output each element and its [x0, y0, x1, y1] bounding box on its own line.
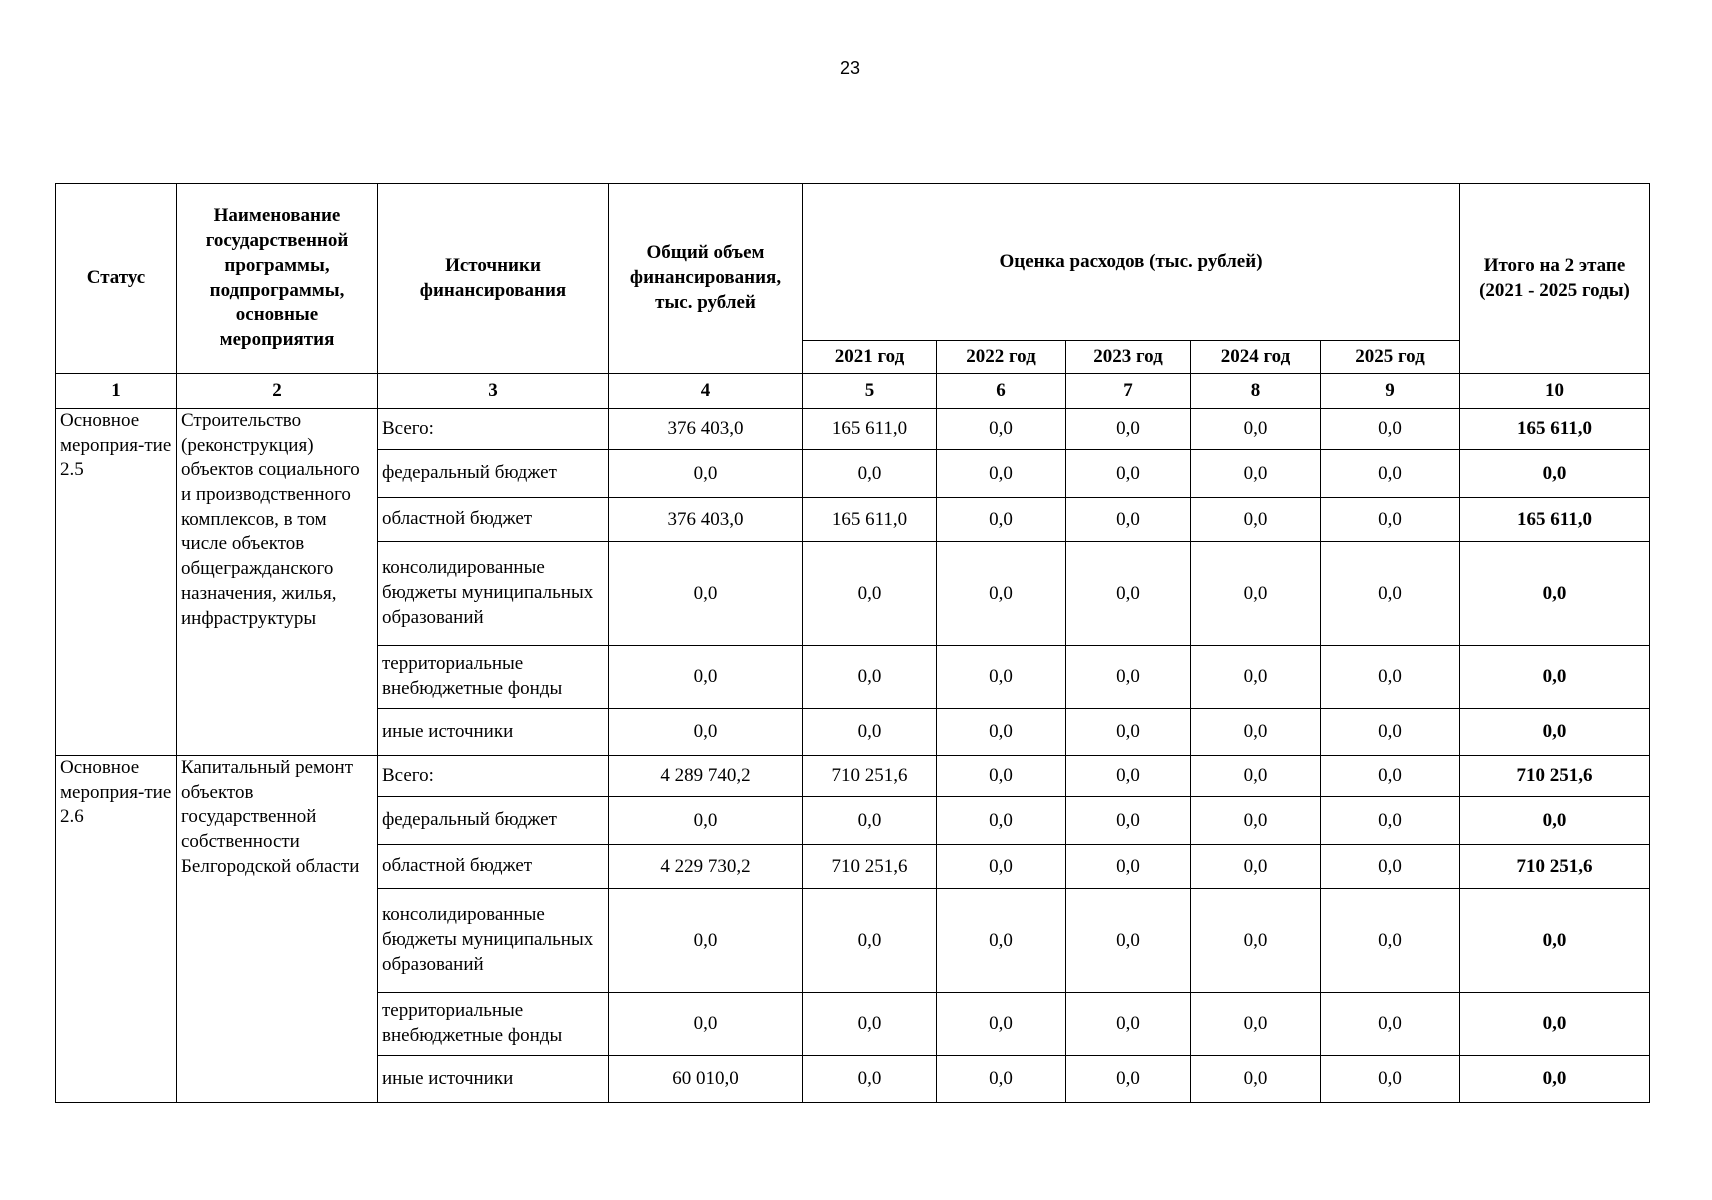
year-value-cell: 0,0	[1191, 450, 1321, 498]
stage-total-cell: 165 611,0	[1460, 498, 1650, 542]
funding-source-cell: Всего:	[378, 409, 609, 450]
column-number: 7	[1066, 374, 1191, 409]
column-number: 5	[803, 374, 937, 409]
year-value-cell: 0,0	[1191, 542, 1321, 646]
stage-total-cell: 710 251,6	[1460, 756, 1650, 797]
total-volume-cell: 0,0	[609, 889, 803, 993]
year-value-cell: 0,0	[937, 889, 1066, 993]
column-number: 1	[56, 374, 177, 409]
year-value-cell: 0,0	[937, 1056, 1066, 1103]
year-value-cell: 0,0	[1066, 889, 1191, 993]
stage-total-cell: 0,0	[1460, 542, 1650, 646]
year-value-cell: 0,0	[1191, 409, 1321, 450]
budget-table	[55, 183, 1650, 1103]
status-cell: Основное мероприя-тие 2.6	[56, 756, 177, 1103]
year-value-cell: 165 611,0	[803, 409, 937, 450]
total-volume-cell: 0,0	[609, 450, 803, 498]
year-value-cell: 0,0	[1191, 1056, 1321, 1103]
funding-source-cell: иные источники	[378, 1056, 609, 1103]
year-value-cell: 0,0	[1321, 709, 1460, 756]
year-value-cell: 0,0	[1066, 498, 1191, 542]
year-value-cell: 0,0	[803, 450, 937, 498]
total-volume-cell: 60 010,0	[609, 1056, 803, 1103]
column-number: 4	[609, 374, 803, 409]
year-value-cell: 0,0	[803, 993, 937, 1056]
year-value-cell: 0,0	[937, 845, 1066, 889]
status-cell: Основное мероприя-тие 2.5	[56, 409, 177, 756]
column-number: 8	[1191, 374, 1321, 409]
funding-source-cell: Всего:	[378, 756, 609, 797]
stage-total-cell: 710 251,6	[1460, 845, 1650, 889]
header-year: 2023 год	[1066, 341, 1191, 374]
header-status: Статус	[56, 184, 177, 374]
funding-source-cell: областной бюджет	[378, 498, 609, 542]
year-value-cell: 0,0	[1321, 993, 1460, 1056]
year-value-cell: 165 611,0	[803, 498, 937, 542]
header-year: 2024 год	[1191, 341, 1321, 374]
stage-total-cell: 0,0	[1460, 993, 1650, 1056]
total-volume-cell: 0,0	[609, 993, 803, 1056]
year-value-cell: 0,0	[1321, 646, 1460, 709]
year-value-cell: 0,0	[1066, 542, 1191, 646]
total-volume-cell: 4 289 740,2	[609, 756, 803, 797]
year-value-cell: 0,0	[1191, 498, 1321, 542]
stage-total-cell: 0,0	[1460, 1056, 1650, 1103]
year-value-cell: 0,0	[1321, 1056, 1460, 1103]
year-value-cell: 0,0	[803, 709, 937, 756]
year-value-cell: 0,0	[1066, 646, 1191, 709]
year-value-cell: 0,0	[937, 756, 1066, 797]
year-value-cell: 0,0	[1321, 797, 1460, 845]
program-name-cell: Капитальный ремонт объектов государственной собственности Белгородской области	[177, 756, 378, 1103]
total-volume-cell: 4 229 730,2	[609, 845, 803, 889]
column-number: 6	[937, 374, 1066, 409]
total-volume-cell: 376 403,0	[609, 409, 803, 450]
year-value-cell: 0,0	[1191, 889, 1321, 993]
year-value-cell: 0,0	[1066, 450, 1191, 498]
year-value-cell: 0,0	[1066, 409, 1191, 450]
year-value-cell: 0,0	[1191, 797, 1321, 845]
year-value-cell: 0,0	[1066, 709, 1191, 756]
year-value-cell: 0,0	[803, 646, 937, 709]
header-stage-total: Итого на 2 этапе (2021 - 2025 годы)	[1460, 184, 1650, 374]
year-value-cell: 0,0	[1321, 889, 1460, 993]
year-value-cell: 0,0	[937, 709, 1066, 756]
year-value-cell: 0,0	[1321, 756, 1460, 797]
funding-source-cell: федеральный бюджет	[378, 450, 609, 498]
year-value-cell: 0,0	[1321, 450, 1460, 498]
year-value-cell: 710 251,6	[803, 756, 937, 797]
total-volume-cell: 0,0	[609, 542, 803, 646]
table-row	[56, 756, 1650, 797]
header-source: Источники финансирования	[378, 184, 609, 374]
funding-source-cell: иные источники	[378, 709, 609, 756]
year-value-cell: 0,0	[937, 797, 1066, 845]
column-number: 10	[1460, 374, 1650, 409]
funding-source-cell: консолидированные бюджеты муниципальных образований	[378, 889, 609, 993]
year-value-cell: 0,0	[1321, 542, 1460, 646]
stage-total-cell: 0,0	[1460, 709, 1650, 756]
year-value-cell: 0,0	[937, 646, 1066, 709]
stage-total-cell: 0,0	[1460, 797, 1650, 845]
funding-source-cell: консолидированные бюджеты муниципальных образований	[378, 542, 609, 646]
year-value-cell: 0,0	[803, 1056, 937, 1103]
year-value-cell: 0,0	[937, 542, 1066, 646]
stage-total-cell: 0,0	[1460, 646, 1650, 709]
total-volume-cell: 0,0	[609, 709, 803, 756]
header-year: 2022 год	[937, 341, 1066, 374]
column-numbers-row	[56, 374, 1650, 409]
header-row	[56, 184, 1650, 341]
year-value-cell: 710 251,6	[803, 845, 937, 889]
year-value-cell: 0,0	[1066, 993, 1191, 1056]
table-body	[56, 409, 1650, 1103]
column-number: 2	[177, 374, 378, 409]
year-value-cell: 0,0	[937, 450, 1066, 498]
year-value-cell: 0,0	[803, 797, 937, 845]
year-value-cell: 0,0	[1066, 845, 1191, 889]
year-value-cell: 0,0	[1191, 993, 1321, 1056]
year-value-cell: 0,0	[1321, 498, 1460, 542]
year-value-cell: 0,0	[1066, 797, 1191, 845]
year-value-cell: 0,0	[1191, 709, 1321, 756]
total-volume-cell: 0,0	[609, 797, 803, 845]
year-value-cell: 0,0	[803, 889, 937, 993]
header-estimate: Оценка расходов (тыс. рублей)	[803, 184, 1460, 341]
column-number: 9	[1321, 374, 1460, 409]
header-year: 2025 год	[1321, 341, 1460, 374]
total-volume-cell: 0,0	[609, 646, 803, 709]
year-value-cell: 0,0	[1066, 1056, 1191, 1103]
funding-source-cell: территориальные внебюджетные фонды	[378, 993, 609, 1056]
year-value-cell: 0,0	[1321, 409, 1460, 450]
year-value-cell: 0,0	[1066, 756, 1191, 797]
stage-total-cell: 0,0	[1460, 450, 1650, 498]
stage-total-cell: 0,0	[1460, 889, 1650, 993]
total-volume-cell: 376 403,0	[609, 498, 803, 542]
header-name: Наименование государственной программы, подпрограммы, основные мероприятия	[177, 184, 378, 374]
year-value-cell: 0,0	[937, 498, 1066, 542]
page-number: 23	[839, 58, 861, 78]
header-total-volume: Общий объем финансирования, тыс. рублей	[609, 184, 803, 374]
year-value-cell: 0,0	[1191, 845, 1321, 889]
year-value-cell: 0,0	[803, 542, 937, 646]
header-year: 2021 год	[803, 341, 937, 374]
funding-source-cell: областной бюджет	[378, 845, 609, 889]
funding-source-cell: территориальные внебюджетные фонды	[378, 646, 609, 709]
year-value-cell: 0,0	[1191, 646, 1321, 709]
year-value-cell: 0,0	[1321, 845, 1460, 889]
funding-source-cell: федеральный бюджет	[378, 797, 609, 845]
stage-total-cell: 165 611,0	[1460, 409, 1650, 450]
column-number: 3	[378, 374, 609, 409]
program-name-cell: Строительство (реконструкция) объектов социального и производственного комплексов, в том числе объектов общегражданского назначения, жилья, инфраструктуры	[177, 409, 378, 756]
year-value-cell: 0,0	[937, 993, 1066, 1056]
table-row	[56, 409, 1650, 450]
year-value-cell: 0,0	[937, 409, 1066, 450]
year-value-cell: 0,0	[1191, 756, 1321, 797]
